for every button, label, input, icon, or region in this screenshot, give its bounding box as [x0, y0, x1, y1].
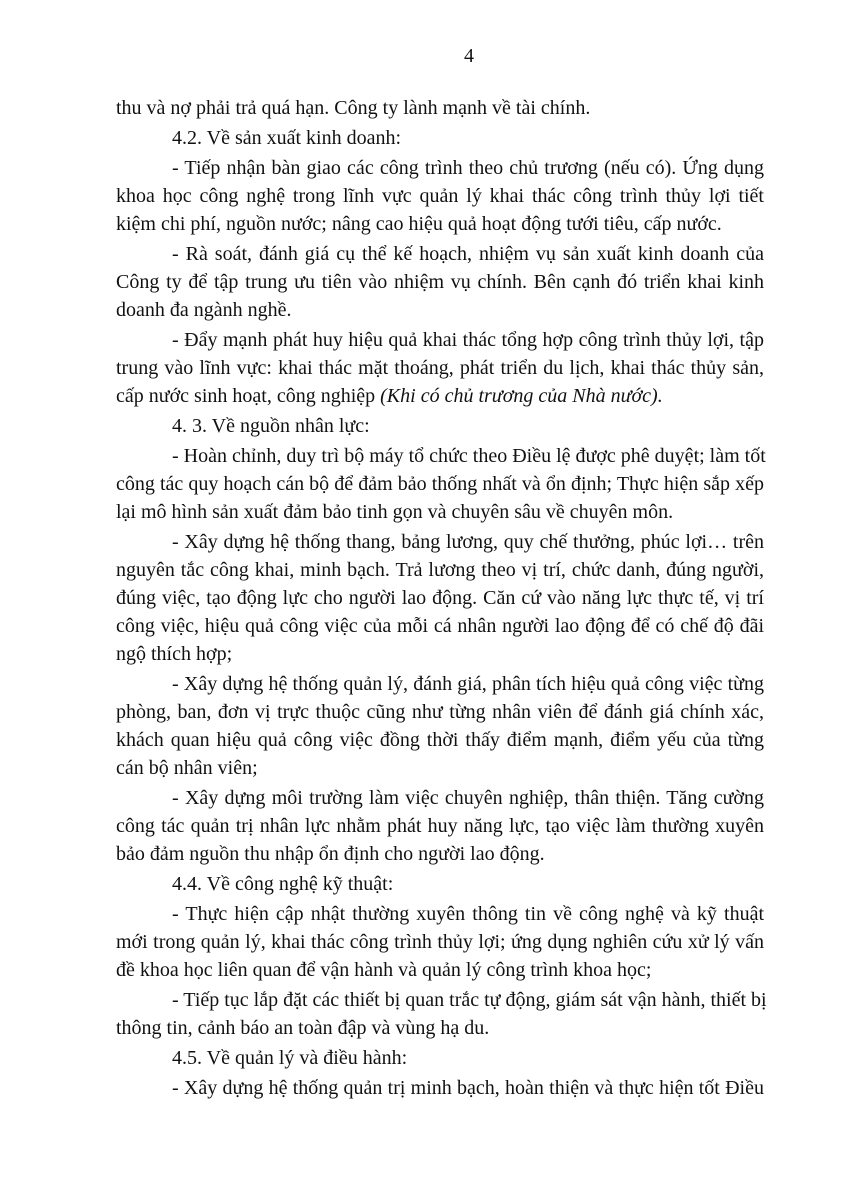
text-line: thông tin, cảnh báo an toàn đập và vùng hạ du. [116, 1017, 490, 1039]
paragraph [116, 94, 764, 122]
text-line: trung vào lĩnh vực: khai thác mặt thoáng, phát triển du lịch, khai thác thủy sản, [116, 357, 764, 379]
text-line: - Xây dựng hệ thống quản lý, đánh giá, phân tích hiệu quả công việc từng [172, 673, 764, 695]
paragraph [116, 1074, 764, 1102]
section-heading [116, 412, 764, 440]
paragraph [116, 240, 764, 324]
text-line: - Hoàn chỉnh, duy trì bộ máy tổ chức theo Điều lệ được phê duyệt; làm tốt [172, 445, 766, 467]
text-line: công tác quy hoạch cán bộ để đảm bảo thống nhất và ổn định; Thực hiện sắp xếp [116, 473, 764, 495]
heading-line: 4.4. Về công nghệ kỹ thuật: [172, 873, 394, 895]
heading-line: 4.5. Về quản lý và điều hành: [172, 1047, 408, 1069]
text-line: - Xây dựng hệ thống thang, bảng lương, quy chế thưởng, phúc lợi… trên [172, 531, 764, 553]
paragraph [116, 900, 764, 984]
page-number: 4 [464, 45, 474, 67]
text-line: phòng, ban, đơn vị trực thuộc cũng như từng nhân viên để đánh giá chính xác, [116, 701, 764, 723]
text-line: khoa học công nghệ trong lĩnh vực quản lý khai thác công trình thủy lợi tiết [116, 185, 764, 207]
text-run: cấp nước sinh hoạt, công nghiệp [116, 385, 381, 407]
text-line: công việc, hiệu quả công việc của mỗi cá nhân người lao động để có chế độ đãi [116, 615, 764, 637]
paragraph [116, 154, 764, 238]
text-line [116, 382, 764, 410]
text-line: cán bộ nhân viên; [116, 757, 258, 779]
section-heading [116, 870, 764, 898]
text-line: đề khoa học liên quan để vận hành và quản lý công trình khoa học; [116, 959, 652, 981]
paragraph [116, 670, 764, 782]
text-line: - Xây dựng hệ thống quản trị minh bạch, hoàn thiện và thực hiện tốt Điều [172, 1077, 764, 1099]
italic-note: (Khi có chủ trương của Nhà nước). [380, 385, 663, 407]
text-line: nguyên tắc công khai, minh bạch. Trả lương theo vị trí, chức danh, đúng người, [116, 559, 764, 581]
text-line: khách quan hiệu quả công việc đồng thời thấy điểm mạnh, điểm yếu của từng [116, 729, 764, 751]
paragraph [116, 784, 764, 868]
heading-line: 4. 3. Về nguồn nhân lực: [172, 415, 370, 437]
paragraph [116, 326, 764, 410]
paragraph [116, 528, 764, 668]
paragraph [116, 986, 767, 1042]
section-heading [116, 124, 764, 152]
text-line: mới trong quản lý, khai thác công trình thủy lợi; ứng dụng nghiên cứu xử lý vấn [116, 931, 764, 953]
text-line: - Thực hiện cập nhật thường xuyên thông tin về công nghệ và kỹ thuật [172, 903, 764, 925]
text-line: đúng việc, tạo động lực cho người lao động. Căn cứ vào năng lực thực tế, vị trí [116, 587, 764, 609]
paragraph [116, 442, 764, 526]
text-line: Công ty để tập trung ưu tiên vào nhiệm vụ chính. Bên cạnh đó triển khai kinh [116, 271, 764, 293]
text-line: bảo đảm nguồn thu nhập ổn định cho người lao động. [116, 843, 545, 865]
text-line: - Xây dựng môi trường làm việc chuyên nghiệp, thân thiện. Tăng cường [172, 787, 764, 809]
text-line: lại mô hình sản xuất đảm bảo tinh gọn và chuyên sâu về chuyên môn. [116, 501, 674, 523]
text-line: - Đẩy mạnh phát huy hiệu quả khai thác tổng hợp công trình thủy lợi, tập [172, 329, 764, 351]
text-line: - Tiếp tục lắp đặt các thiết bị quan trắc tự động, giám sát vận hành, thiết bị [172, 989, 767, 1011]
text-line: doanh đa ngành nghề. [116, 299, 292, 321]
text-line: ngộ thích hợp; [116, 643, 233, 665]
document-body [116, 94, 767, 1102]
text-line: công tác quản trị nhân lực nhằm phát huy năng lực, tạo việc làm thường xuyên [116, 815, 764, 837]
text-line: - Tiếp nhận bàn giao các công trình theo chủ trương (nếu có). Ứng dụng [172, 157, 764, 179]
text-line: - Rà soát, đánh giá cụ thể kế hoạch, nhiệm vụ sản xuất kinh doanh của [172, 243, 764, 265]
text-line: kiệm chi phí, nguồn nước; nâng cao hiệu quả hoạt động tưới tiêu, cấp nước. [116, 213, 722, 235]
section-heading [116, 1044, 764, 1072]
document-content [116, 42, 767, 1104]
text-line: thu và nợ phải trả quá hạn. Công ty lành mạnh về tài chính. [116, 97, 591, 119]
heading-line: 4.2. Về sản xuất kinh doanh: [172, 127, 402, 149]
